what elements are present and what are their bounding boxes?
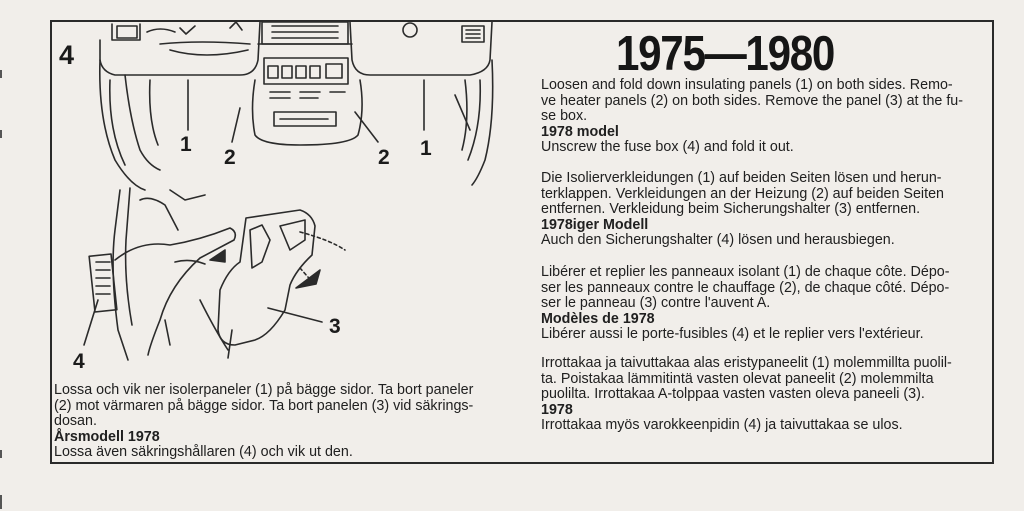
english-instructions [541, 78, 986, 156]
swedish-instructions [54, 383, 504, 461]
german-model-text: Auch den Sicherungshalter (4) lösen und herausbiegen. [541, 232, 895, 249]
english-model-text: Unscrew the fuse box (4) and fold it out. [541, 139, 794, 156]
swedish-text: Lossa och vik ner isolerpaneler (1) på bägge sidor. Ta bort paneler (2) mot värmaren på bägge sidor. Ta bort panelen (3) vid säkrings- dosan. [54, 382, 474, 430]
french-model-text: Libérer aussi le porte-fusibles (4) et le replier vers l'extérieur. [541, 326, 924, 343]
french-text: Libérer et replier les panneaux isolant (1) de chaque côte. Dépo- ser les panneaux contre le chauffage (2), de chaque côté. Dépo- ser le panneau (3) contre l'auvent A. [541, 264, 950, 312]
finnish-instructions [541, 356, 986, 434]
finnish-model-label: 1978 [541, 401, 573, 418]
callout-heater-panel-left: 2 [224, 146, 236, 169]
german-model-label: 1978iger Modell [541, 216, 649, 233]
callout-fuse-box: 4 [73, 350, 85, 373]
swedish-model-label: Årsmodell 1978 [54, 428, 160, 445]
german-text: Die Isolierverkleidungen (1) auf beiden Seiten lösen und herun- terklappen. Verkleidungen an der Heizung (2) auf beiden Seiten entfernen. Verkleidung beim Sicherungshalter (3) entfernen. [541, 170, 944, 218]
german-instructions [541, 171, 986, 249]
callout-heater-panel-right: 2 [378, 146, 390, 169]
finnish-text: Irrottakaa ja taivuttakaa alas eristypaneelit (1) molemmillta puolil- ta. Poistakaa lämmitintä vasten olevat paneelit (2) molemmilta puolilta. Irrottakaa A-tolppaa vasten vasten oleva paneeli (3). [541, 355, 952, 403]
callout-fuse-box-panel: 3 [329, 315, 341, 338]
english-model-label: 1978 model [541, 123, 619, 140]
callout-insulating-panel-right: 1 [420, 137, 432, 160]
french-instructions [541, 265, 986, 343]
step-number: 4 [59, 40, 75, 70]
finnish-model-text: Irrottakaa myös varokkeenpidin (4) ja taivuttakaa se ulos. [541, 417, 903, 434]
callout-insulating-panel-left: 1 [180, 133, 192, 156]
english-text: Loosen and fold down insulating panels (1) on both sides. Remo- ve heater panels (2) on both sides. Remove the panel (3) at the fu- se box. [541, 77, 964, 125]
swedish-model-text: Lossa även säkringshållaren (4) och vik ut den. [54, 444, 353, 461]
french-model-label: Modèles de 1978 [541, 310, 655, 327]
year-range-title: 1975—1980 [616, 27, 835, 81]
